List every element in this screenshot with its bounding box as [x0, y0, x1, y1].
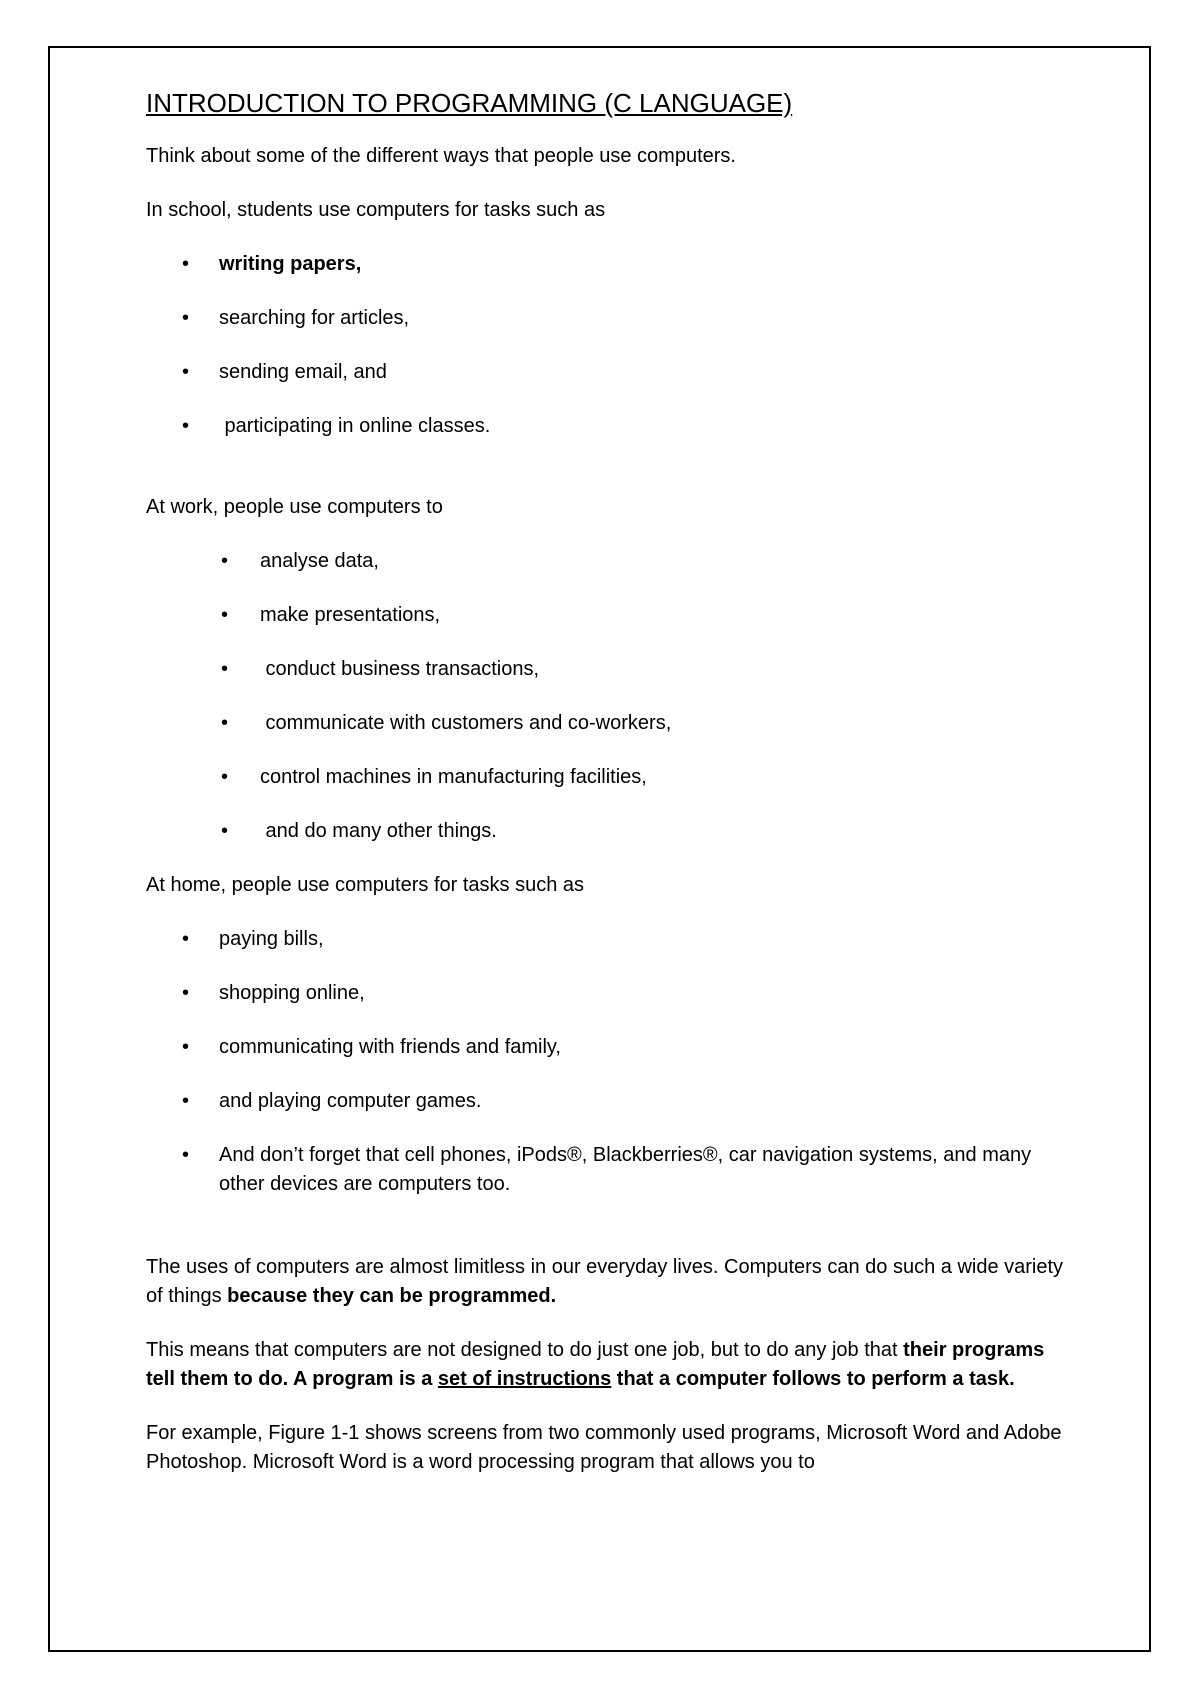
list-item: • communicate with customers and co-workers, — [146, 709, 1076, 738]
home-lead: At home, people use computers for tasks such as — [146, 874, 584, 896]
bullet-icon: • — [221, 604, 229, 626]
list-item: • paying bills, — [146, 925, 1076, 954]
work-lead: At work, people use computers to — [146, 496, 443, 518]
bullet-icon: • — [221, 820, 229, 842]
document-title: INTRODUCTION TO PROGRAMMING (C LANGUAGE) — [146, 88, 793, 118]
bullet-icon: • — [182, 307, 190, 329]
list-item: • sending email, and — [146, 358, 1076, 387]
bullet-icon: • — [182, 982, 190, 1004]
home-list — [146, 925, 1076, 1199]
bullet-icon: • — [182, 1090, 190, 1112]
term-set-of-instructions: set of instructions — [437, 1368, 612, 1390]
bullet-icon: • — [182, 1144, 190, 1166]
list-item: • participating in online classes. — [146, 412, 1076, 441]
bullet-icon: • — [221, 658, 229, 680]
list-item: • analyse data, — [146, 547, 1076, 576]
list-item: • searching for articles, — [146, 304, 1076, 333]
intro-paragraph: Think about some of the different ways that people use computers. — [146, 145, 736, 167]
list-item: • and playing computer games. — [146, 1087, 1076, 1116]
work-list — [146, 547, 1076, 846]
document-body — [146, 86, 1076, 1502]
school-list — [146, 250, 1076, 441]
list-item: • control machines in manufacturing facilities, — [146, 763, 1076, 792]
paragraph-uses: The uses of computers are almost limitless in our everyday lives. Computers can do such a wide variety of things because they can be programmed. — [146, 1256, 1064, 1307]
bullet-icon: • — [182, 1036, 190, 1058]
list-item: • writing papers, — [146, 250, 1076, 279]
list-item: • conduct business transactions, — [146, 655, 1076, 684]
list-item: • communicating with friends and family, — [146, 1033, 1076, 1062]
bullet-icon: • — [221, 712, 229, 734]
list-item: • make presentations, — [146, 601, 1076, 630]
paragraph-example: For example, Figure 1-1 shows screens from two commonly used programs, Microsoft Word and Adobe Photoshop. Microsoft Word is a word processing program that allows you to — [146, 1422, 1062, 1473]
bullet-icon: • — [221, 766, 229, 788]
list-item: • And don’t forget that cell phones, iPods®, Blackberries®, car navigation systems, and many other devices are computers too. — [146, 1141, 1076, 1199]
bullet-icon: • — [182, 928, 190, 950]
spacer — [146, 441, 1076, 493]
spacer — [146, 1199, 1076, 1253]
paragraph-program-definition: This means that computers are not designed to do just one job, but to do any job that their programs tell them to do. A program is a set of instructions that a computer follows to perform a task. — [146, 1339, 1045, 1390]
bullet-icon: • — [182, 253, 190, 275]
list-item: • shopping online, — [146, 979, 1076, 1008]
school-lead: In school, students use computers for tasks such as — [146, 199, 606, 221]
list-item: • and do many other things. — [146, 817, 1076, 846]
bullet-icon: • — [221, 550, 229, 572]
bullet-icon: • — [182, 415, 190, 437]
bullet-icon: • — [182, 361, 190, 383]
